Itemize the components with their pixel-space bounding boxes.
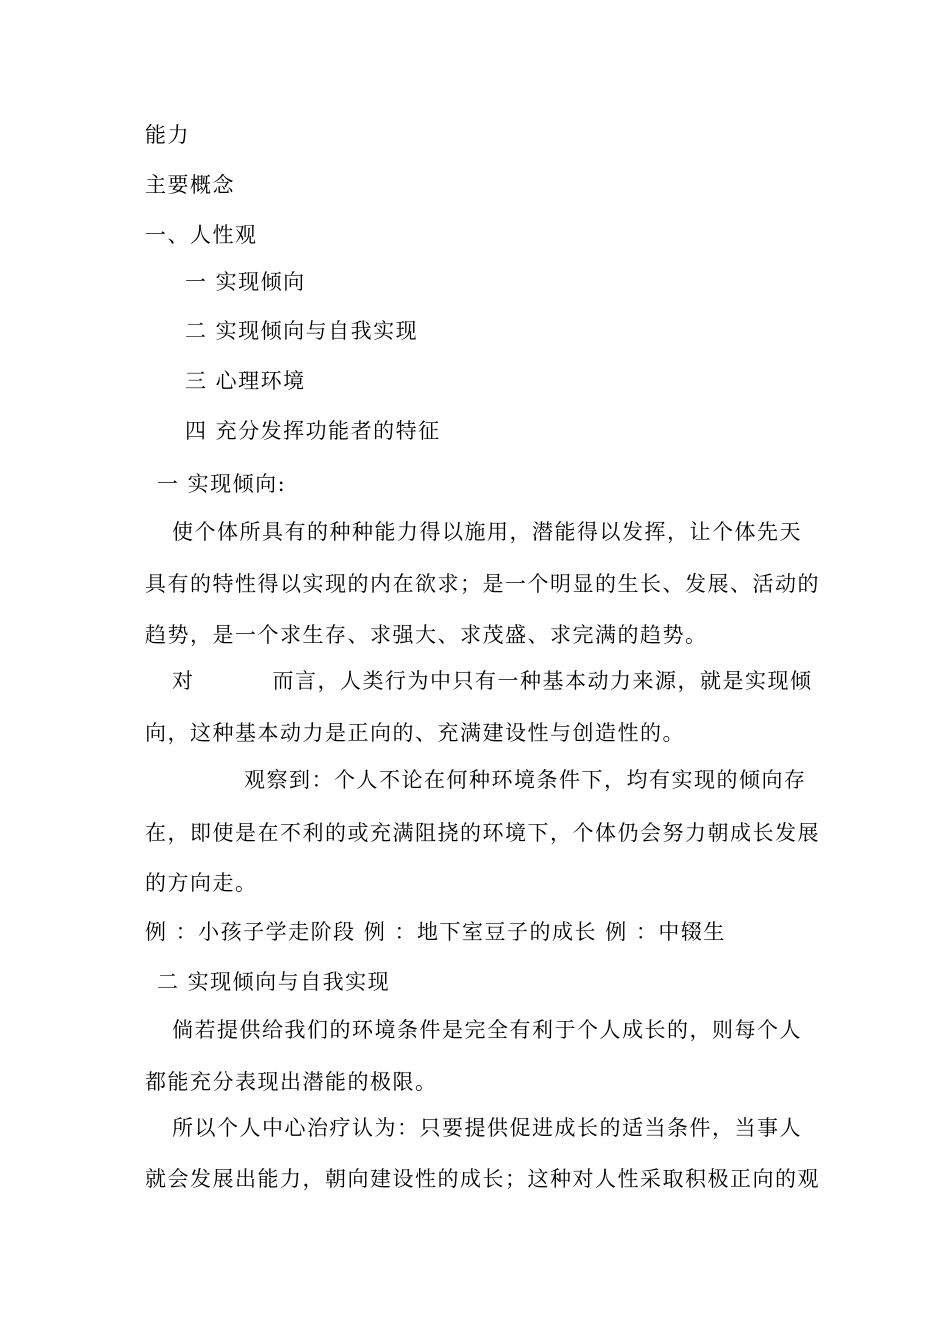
paragraph-line: [172, 667, 813, 695]
paragraph-line: 具有的特性得以实现的内在欲求；是一个明显的生长、发展、活动的: [145, 572, 820, 596]
outline-item: 二 实现倾向与自我实现: [185, 319, 419, 343]
paragraph-line: 就会发展出能力，朝向建设性的成长；这种对人性采取积极正向的观: [145, 1167, 820, 1191]
subsection-title-self-actualization: 二 实现倾向与自我实现: [157, 970, 391, 994]
paragraph-text: 而言，人类行为中只有一种基本动力来源，就是实现倾: [272, 669, 813, 693]
paragraph-line: 倘若提供给我们的环境条件是完全有利于个人成长的，则每个人: [172, 1018, 802, 1042]
subsection-title-actualizing-tendency: 一 实现倾向:: [157, 472, 287, 496]
heading-main-concepts: 主要概念: [145, 173, 235, 197]
paragraph-line: 在，即使是在不利的或充满阻挠的环境下，个体仍会努力朝成长发展: [145, 821, 820, 845]
outline-item: 一 实现倾向: [185, 270, 306, 294]
paragraph-line: 的方向走。: [145, 871, 258, 895]
section-title-human-nature: 一、人性观: [145, 223, 258, 247]
paragraph-line: 使个体所具有的种种能力得以施用，潜能得以发挥，让个体先天: [172, 520, 802, 544]
paragraph-line: 所以个人中心治疗认为：只要提供促进成长的适当条件，当事人: [172, 1116, 802, 1140]
outline-item: 四 充分发挥功能者的特征: [185, 419, 441, 443]
paragraph-line: 都能充分表现出潜能的极限。: [145, 1070, 438, 1094]
paragraph-line: 趋势，是一个求生存、求强大、求茂盛、求完满的趋势。: [145, 623, 708, 647]
paragraph-line: 观察到：个人不论在何种环境条件下，均有实现的倾向存: [244, 768, 807, 792]
examples-line: 例 ：小孩子学走阶段 例 ：地下室豆子的成长 例 ：中辍生: [145, 920, 726, 944]
paragraph-line: 向，这种基本动力是正向的、充满建设性与创造性的。: [145, 721, 685, 745]
heading-ability: 能力: [145, 123, 190, 147]
paragraph-text: 对: [172, 669, 195, 693]
outline-item: 三 心理环境: [185, 369, 306, 393]
